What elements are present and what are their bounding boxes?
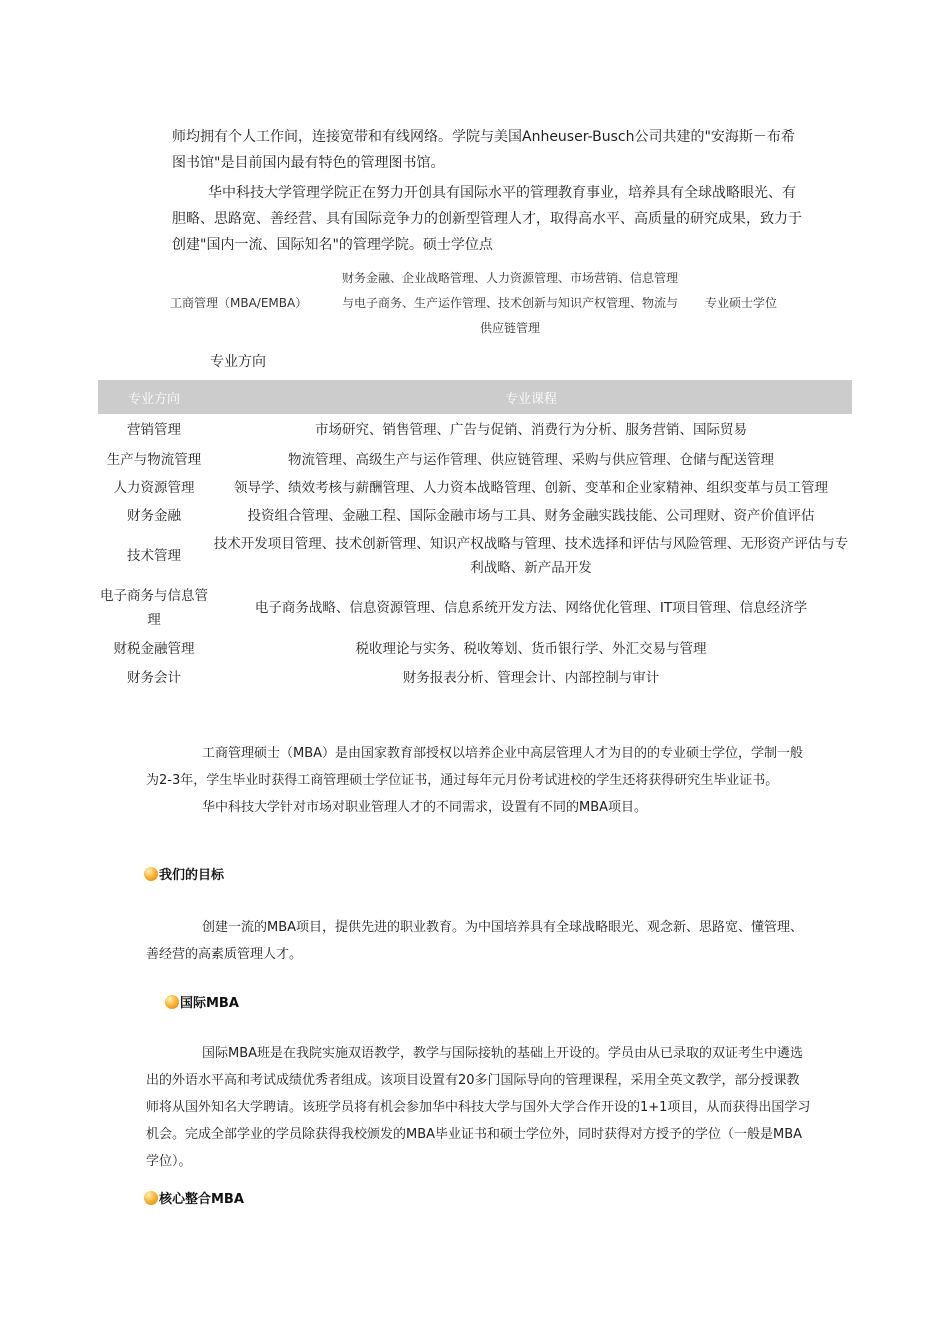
orange-bullet-icon — [144, 867, 158, 881]
table-row — [98, 663, 852, 692]
table-row — [98, 530, 852, 582]
row-direction: 财税金融管理 — [113, 640, 195, 657]
row-courses: 市场研究、销售管理、广告与促销、消费行为分析、服务营销、国际贸易 — [315, 422, 747, 438]
section-body-international-mba: 国际MBA班是在我院实施双语教学，教学与国际接轨的基础上开设的。学员由从已录取的双证考生中遴选出的外语水平高和考试成绩优秀者组成。该项目设置有20多门国际导向的管理课程，采用全英文教学，部分授课教师将从国外知名大学聘请。该班学员将有机会参加华中科技大学与国外大学合作开设的1+1项目，从而获得出国学习机会。完成全部学业的学员除获得我校颁发的MBA毕业证书和硕士学位外，同时获得对方授予的学位（一般是MBA学位）。 — [146, 1046, 811, 1169]
row-courses: 投资组合管理、金融工程、国际金融市场与工具、财务金融实践技能、公司理财、资产价值评估 — [247, 508, 815, 524]
header-courses: 专业课程 — [210, 380, 852, 414]
table-row — [98, 634, 852, 663]
degree-type: 专业硕士学位 — [705, 296, 778, 310]
section-heading-goal — [144, 864, 224, 883]
table-row — [98, 414, 852, 446]
row-courses: 税收理论与实务、税收筹划、货币银行学、外汇交易与管理 — [355, 640, 707, 657]
row-direction: 人力资源管理 — [113, 480, 195, 496]
row-courses: 物流管理、高级生产与运作管理、供应链管理、采购与供应管理、仓储与配送管理 — [288, 452, 774, 468]
table-row — [98, 502, 852, 530]
intro-paragraph-2: 华中科技大学管理学院正在努力开创具有国际水平的管理教育事业，培养具有全球战略眼光、有胆略、思路宽、善经营、具有国际竞争力的创新型管理人才，取得高水平、高质量的研究成果，致力于创建"国内一流、国际知名"的管理学院。硕士学位点 — [172, 185, 802, 253]
row-direction: 财务金融 — [127, 508, 181, 524]
degree-name: 工商管理（MBA/EMBA） — [170, 296, 308, 310]
section-heading-core-mba — [144, 1188, 244, 1207]
mba-intro — [146, 740, 812, 821]
row-courses: 电子商务战略、信息资源管理、信息系统开发方法、网络优化管理、IT项目管理、信息经济学 — [254, 600, 808, 616]
mba-intro-paragraph-1: 工商管理硕士（MBA）是由国家教育部授权以培养企业中高层管理人才为目的的专业硕士学位，学制一般为2-3年，学生毕业时获得工商管理硕士学位证书，通过每年元月份考试进校的学生还将获得研究生毕业证书。 — [146, 746, 804, 788]
section-title: 国际MBA — [180, 996, 239, 1011]
header-direction: 专业方向 — [98, 380, 210, 414]
row-direction: 生产与物流管理 — [106, 452, 202, 468]
intro-paragraph-1: 师均拥有个人工作间，连接宽带和有线网络。学院与美国Anheuser-Busch公司共建的"安海斯－布希图书馆"是目前国内最有特色的管理图书馆。 — [172, 129, 795, 171]
row-courses: 领导学、绩效考核与薪酬管理、人力资本战略管理、创新、变革和企业家精神、组织变革与员工管理 — [234, 480, 828, 496]
row-courses: 财务报表分析、管理会计、内部控制与审计 — [402, 669, 660, 686]
orange-bullet-icon — [144, 1191, 158, 1205]
row-direction: 技术管理 — [127, 548, 181, 564]
section-title: 核心整合MBA — [159, 1192, 244, 1207]
table-row — [98, 582, 852, 634]
table-row — [98, 446, 852, 474]
course-table — [98, 380, 852, 692]
table-header-row — [98, 380, 852, 414]
row-direction: 电子商务与信息管理 — [100, 588, 208, 628]
row-direction: 营销管理 — [127, 422, 181, 438]
row-courses: 技术开发项目管理、技术创新管理、知识产权战略与管理、技术选择和评估与风险管理、无形资产评估与专利战略、新产品开发 — [213, 536, 849, 576]
direction-label: 专业方向 — [210, 354, 266, 370]
orange-bullet-icon — [165, 995, 179, 1009]
section-title: 我们的目标 — [159, 868, 225, 883]
table-row — [98, 474, 852, 502]
row-direction: 财务会计 — [127, 669, 181, 686]
degree-directions: 财务金融、企业战略管理、人力资源管理、市场营销、信息管理与电子商务、生产运作管理、技术创新与知识产权管理、物流与供应链管理 — [341, 271, 678, 335]
section-body-goal: 创建一流的MBA项目，提供先进的职业教育。为中国培养具有全球战略眼光、观念新、思路宽、懂管理、善经营的高素质管理人才。 — [146, 920, 804, 962]
mba-intro-paragraph-2: 华中科技大学针对市场对职业管理人才的不同需求，设置有不同的MBA项目。 — [202, 800, 648, 815]
section-heading-international-mba — [165, 992, 239, 1011]
